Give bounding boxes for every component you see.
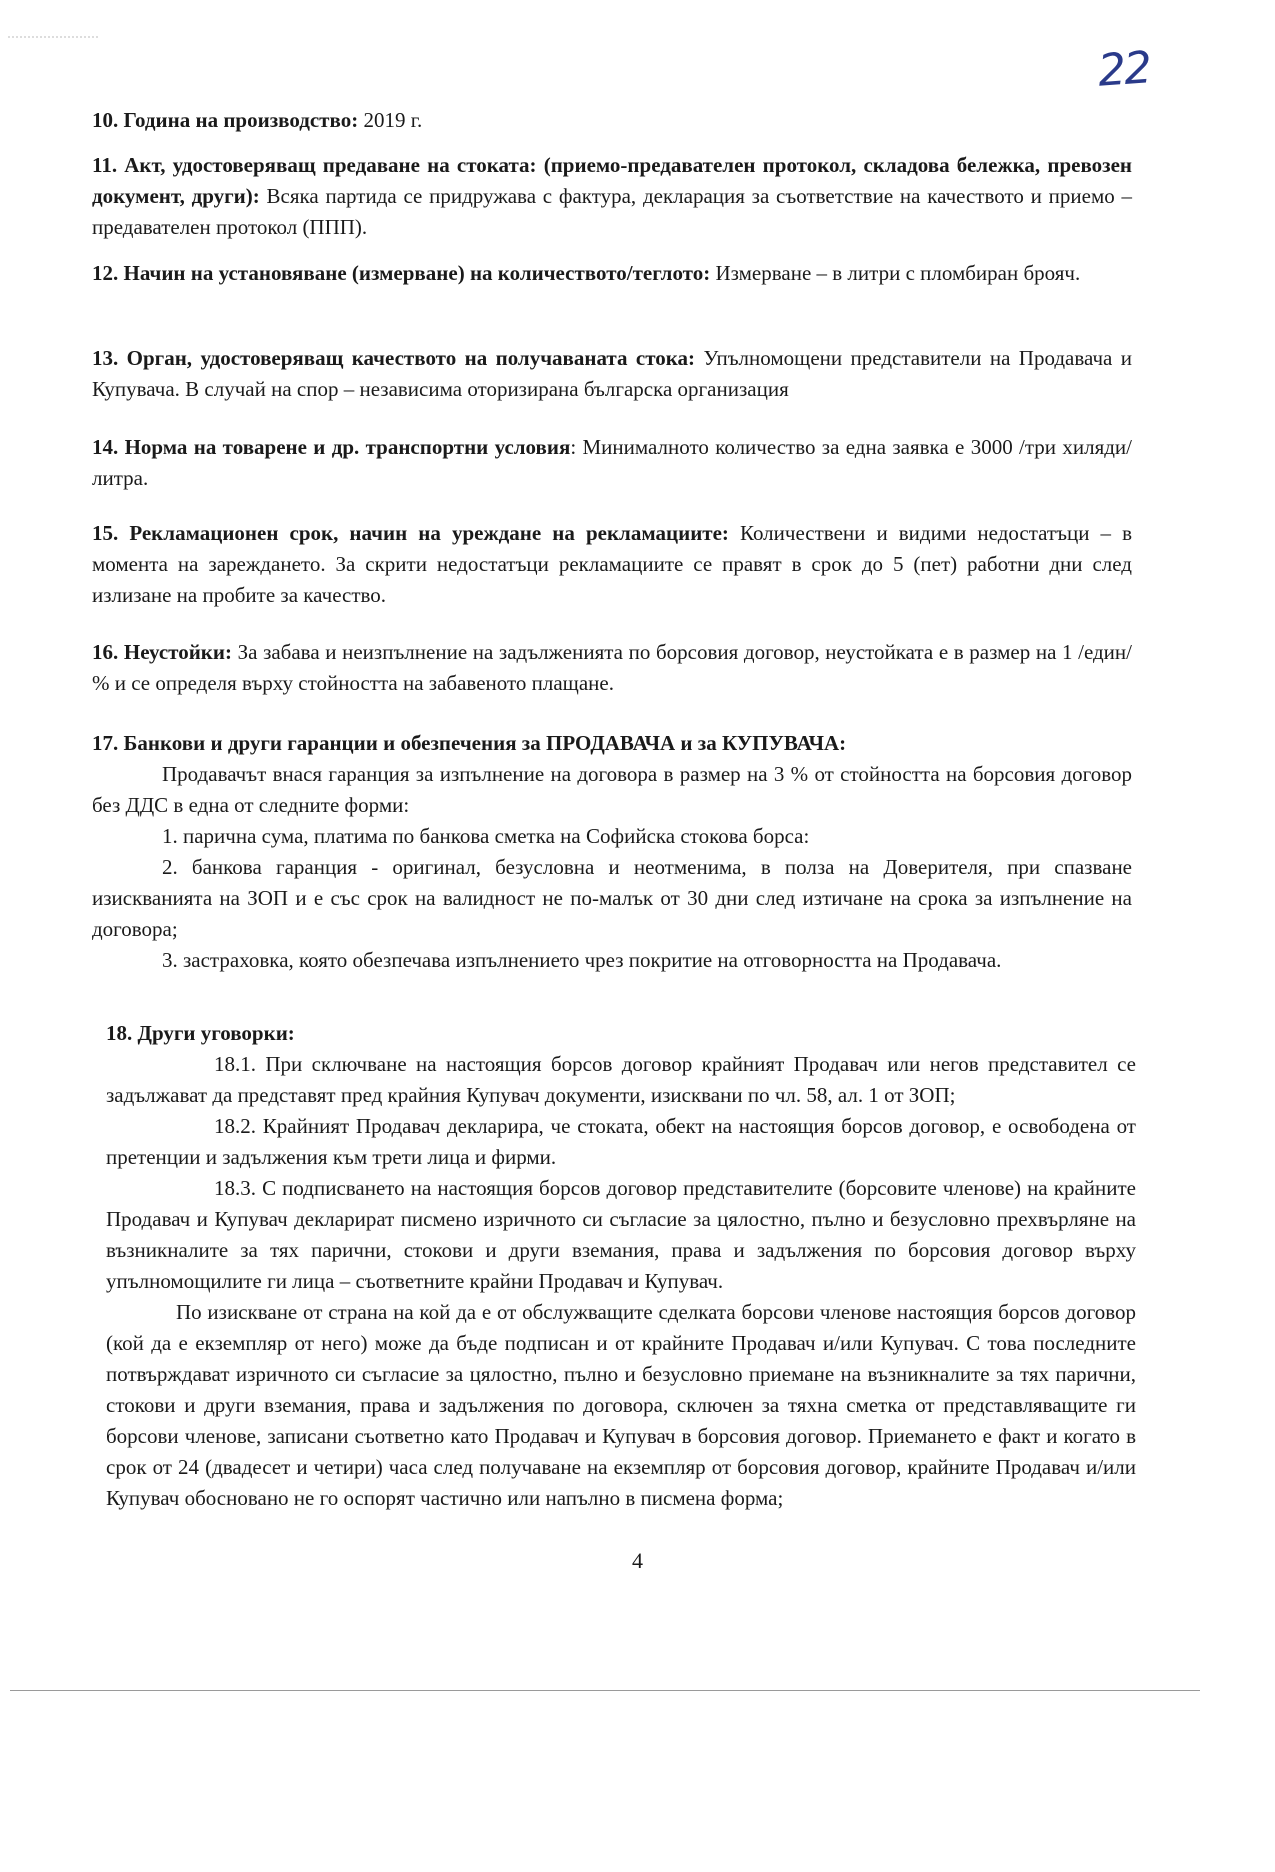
section-13-text: Упълномощени представители на Продавача и Купувача. В случай на спор – независима оторизирана българска организация — [92, 346, 1132, 401]
section-16 — [92, 637, 1132, 699]
section-10 — [92, 105, 1132, 136]
section-15-text: Количествени и видими недостатъци – в момента на зареждането. За скрити недостатъци рекламациите се правят в срок до 5 (пет) работни дни след излизане на пробите за качество. — [92, 521, 1132, 607]
section-18 — [106, 1018, 1136, 1514]
section-14-text: : Минималното количество за една заявка е 3000 /три хиляди/ литра. — [92, 435, 1132, 490]
handwritten-page-number: 22 — [1096, 42, 1152, 97]
section-12-label: 12. Начин на установяване (измерване) на количеството/теглото: — [92, 261, 711, 285]
footer-divider — [10, 1690, 1200, 1691]
section-17 — [92, 728, 1132, 976]
section-11-text: Всяка партида се придружава с фактура, декларация за съответствие на качеството и приемо – предавателен протокол (ППП). — [92, 184, 1132, 239]
section-11 — [92, 150, 1132, 243]
section-11-label: 11. Акт, удостоверяващ предаване на стоката: (приемо-предавателен протокол, складова бележка, превозен документ, други): — [92, 153, 1132, 208]
section-10-text: 2019 г. — [358, 108, 423, 132]
section-17-item-2: 2. банкова гаранция - оригинал, безусловна и неотменима, в полза на Доверителя, при спазване изискванията на ЗОП и е със срок на валидност не по-малък от 30 дни след изтичане на срока за изпълнение на договора; — [92, 855, 1132, 941]
page-number: 4 — [632, 1548, 643, 1573]
section-18-label: 18. Други уговорки: — [106, 1021, 295, 1045]
section-17-intro: Продавачът внася гаранция за изпълнение на договора в размер на 3 % от стойността на борсовия договор без ДДС в една от следните форми: — [92, 762, 1132, 817]
section-15-label: 15. Рекламационен срок, начин на уреждане на рекламациите: — [92, 521, 729, 545]
section-18-paragraph-3: 18.3. С подписването на настоящия борсов договор представителите (борсовите членове) на крайните Продавач и Купувач декларират писмено изричното си съгласие за цялостно, пълно и безусловно прехвърляне на възникналите за тях парични, стокови и други вземания, права и задължения по борсовия договор върху упълномощилите ги лица – съответните крайни Продавач и Купувач. — [106, 1176, 1136, 1293]
section-13 — [92, 343, 1132, 405]
section-12 — [92, 258, 1132, 289]
section-13-label: 13. Орган, удостоверяващ качеството на получаваната стока: — [92, 346, 696, 370]
section-16-text: За забава и неизпълнение на задълженията по борсовия договор, неустойката е в размер на 1 /един/ % и се определя върху стойността на забавеното плащане. — [92, 640, 1132, 695]
section-18-paragraph-1: 18.1. При сключване на настоящия борсов договор крайният Продавач или негов представител се задължават да представят пред крайния Купувач документи, изисквани по чл. 58, ал. 1 от ЗОП; — [106, 1052, 1136, 1107]
section-12-text: Измерване – в литри с пломбиран брояч. — [710, 261, 1081, 285]
section-17-item-1: 1. парична сума, платима по банкова сметка на Софийска стокова борса: — [162, 824, 810, 848]
section-16-label: 16. Неустойки: — [92, 640, 232, 664]
section-18-paragraph-4: По изискване от страна на кой да е от обслужващите сделката борсови членове настоящия борсов договор (кой да е екземпляр от него) може да бъде подписан и от крайните Продавач и/или Купувач. С това последните потвърждават изричното си съгласие за цялостно, пълно и безусловно приемане на възникналите за тях парични, стокови и други вземания, права и задължения по договора, сключен за тяхна сметка от представляващите ги борсови членове, записани съответно като Продавач и Купувач в борсовия договор. Приемането е факт и когато в срок от 24 (двадесет и четири) часа след получаване на екземпляр от борсовия договор, крайните Продавач и/или Купувач обосновано не го оспорят частично или напълно в писмена форма; — [106, 1300, 1136, 1510]
section-14 — [92, 432, 1132, 494]
section-14-label: 14. Норма на товарене и др. транспортни условия — [92, 435, 571, 459]
section-10-label: 10. Година на производство: — [92, 108, 359, 132]
section-15 — [92, 518, 1132, 611]
section-17-label: 17. Банкови и други гаранции и обезпечения за ПРОДАВАЧА и за КУПУВАЧА: — [92, 731, 847, 755]
section-17-item-3: 3. застраховка, която обезпечава изпълнението чрез покритие на отговорността на Продавача. — [162, 948, 1002, 972]
scan-artifact — [8, 36, 98, 48]
section-18-paragraph-2: 18.2. Крайният Продавач декларира, че стоката, обект на настоящия борсов договор, е освободена от претенции и задължения към трети лица и фирми. — [106, 1114, 1136, 1169]
